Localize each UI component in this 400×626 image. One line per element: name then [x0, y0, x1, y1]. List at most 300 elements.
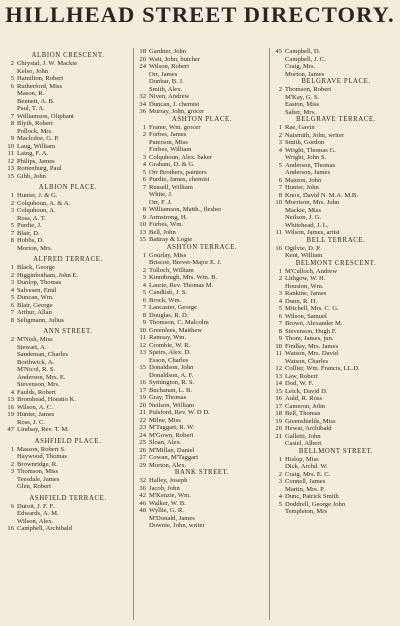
- directory-entry: [136, 63, 268, 71]
- resident-name: Campbell, J. C.: [285, 55, 326, 63]
- house-number: 16: [275, 395, 282, 402]
- resident-name: Douglas, R. D.: [149, 311, 189, 319]
- resident-name: Lancaster, George: [149, 304, 197, 311]
- house-number: 9: [142, 213, 146, 221]
- house-number: 2: [10, 271, 14, 279]
- directory-entry: [4, 83, 132, 91]
- resident-name: Wyllie, G. R.: [149, 507, 184, 514]
- directory-entry: [4, 272, 132, 280]
- resident-name: Orr Brothers, painters: [149, 168, 207, 176]
- house-number: 8: [142, 311, 146, 319]
- resident-name: Hewat, Archibald: [285, 425, 332, 432]
- directory-entry: [272, 501, 400, 509]
- house-number: 1: [10, 445, 14, 453]
- resident-name: Armstrong, H.: [149, 213, 188, 221]
- house-number: 6: [10, 502, 14, 510]
- directory-entry: [4, 200, 132, 208]
- directory-entry: [4, 158, 132, 166]
- resident-name: Castel, Albert: [285, 440, 322, 447]
- house-number: 19: [7, 411, 14, 418]
- house-number: 15: [139, 236, 146, 243]
- resident-name: Whitehead, J. L.: [285, 221, 329, 229]
- directory-entry: [4, 317, 132, 325]
- resident-name: Battray & Logie: [149, 236, 193, 243]
- house-number: 24: [139, 431, 146, 439]
- directory-entry: [136, 500, 268, 508]
- resident-name: Bell, Thomas: [285, 410, 321, 417]
- house-number: 11: [7, 150, 14, 157]
- resident-name: Lithgow, W. H.: [285, 275, 326, 282]
- resident-name: Masson, Robert S.: [17, 445, 66, 453]
- house-number: 4: [142, 161, 146, 168]
- resident-name: Graham, D. & G.: [149, 161, 195, 168]
- street-heading: ASHFIELD PLACE.: [34, 437, 102, 445]
- directory-entry: [272, 365, 400, 373]
- directory-entry: [136, 48, 268, 56]
- resident-name: Hunter, J. & G.: [17, 192, 58, 199]
- resident-name: Black, George: [17, 264, 55, 271]
- directory-entry: [136, 252, 268, 260]
- resident-name: Leick, David D.: [285, 387, 328, 395]
- house-number: 9: [278, 335, 282, 342]
- directory-entry: [136, 462, 268, 470]
- resident-name: Hobbs, D.: [17, 237, 44, 244]
- house-number: 2: [10, 460, 14, 468]
- house-number: 27: [139, 454, 146, 461]
- house-number: 4: [278, 297, 282, 305]
- directory-entry: [136, 101, 268, 109]
- house-number: 7: [278, 184, 282, 191]
- resident-name: Chrystal, J. W. Mackie: [17, 60, 78, 67]
- street-heading: BELGRAVE PLACE.: [301, 78, 371, 85]
- resident-name: Connell, James: [285, 478, 326, 485]
- resident-name: Gray, Thomas: [149, 394, 187, 401]
- street-heading: BELGRAVE TERRACE.: [296, 116, 376, 123]
- directory-column-1: [4, 48, 132, 533]
- house-number: 2: [278, 275, 282, 282]
- resident-name: Williamson, Oliphant: [17, 112, 74, 120]
- resident-name: Donaldson, A. F.: [149, 371, 194, 379]
- house-number: 32: [139, 477, 146, 484]
- directory-entry: [4, 222, 132, 230]
- directory-entry: [272, 199, 400, 207]
- house-number: 12: [275, 365, 282, 372]
- resident-name: Maxton, John: [285, 176, 322, 184]
- resident-name: M'Taggart, R. W.: [149, 424, 195, 431]
- house-number: 6: [142, 296, 146, 304]
- resident-name: Paul, T. A.: [17, 105, 45, 112]
- resident-name: Auld, R. Ross: [285, 395, 323, 402]
- resident-name: Cameron, John: [285, 402, 325, 410]
- resident-name: Laug, William: [17, 142, 56, 150]
- directory-entry: [272, 245, 400, 253]
- resident-name: Laing, F. A.: [17, 150, 49, 157]
- directory-entry: [136, 342, 268, 350]
- resident-name: Salter, Mrs.: [285, 108, 316, 116]
- resident-name: Craig, Mrs. E. C.: [285, 470, 331, 478]
- resident-name: Rottenburg, Paul: [17, 165, 62, 172]
- directory-entry: [272, 478, 400, 486]
- directory-entry: [272, 343, 400, 351]
- house-number: 12: [7, 157, 14, 165]
- directory-entry: [136, 394, 268, 402]
- resident-name: Esson, Charles: [149, 356, 189, 364]
- directory-entry: [272, 320, 400, 328]
- resident-name: Borthwick, A.: [17, 358, 55, 366]
- resident-name: Niven, Andrew: [149, 93, 190, 100]
- resident-name: Wilson, A. C.: [17, 403, 53, 411]
- house-number: 3: [142, 153, 146, 161]
- resident-name: Findlay, Mrs. James: [285, 342, 339, 350]
- resident-name: Philips, James: [17, 157, 55, 165]
- street-heading: ASHTON TERRACE.: [166, 243, 238, 251]
- house-number: 7: [142, 183, 146, 191]
- resident-name: Neilson, J. G.: [285, 214, 322, 221]
- house-number: 20: [139, 55, 146, 63]
- directory-entry: [136, 454, 268, 462]
- directory-entry: [136, 206, 268, 214]
- directory-entry: [136, 282, 268, 290]
- directory-entry: [272, 290, 400, 298]
- resident-name: Forbes, James: [149, 131, 187, 138]
- house-number: 26: [139, 446, 146, 454]
- directory-entry: [4, 294, 132, 302]
- resident-name: Edwards, A. M.: [17, 510, 59, 517]
- directory-entry: [4, 446, 132, 454]
- resident-name: Collier, Wm. Francis, LL.D.: [285, 365, 360, 372]
- house-number: 16: [7, 525, 14, 532]
- house-number: 5: [278, 500, 282, 508]
- house-number: 10: [275, 342, 282, 350]
- directory-column-2: [136, 48, 268, 530]
- house-number: 32: [139, 93, 146, 100]
- house-number: 15: [139, 364, 146, 371]
- resident-name: Dod, W. F.: [285, 380, 314, 387]
- house-number: 21: [275, 432, 282, 440]
- directory-entry: [272, 395, 400, 403]
- house-number: 4: [278, 146, 282, 154]
- house-number: 8: [142, 206, 146, 213]
- directory-entry: [136, 236, 268, 244]
- resident-name: Dutoit, J. F. F.: [17, 502, 55, 510]
- resident-name: Frame, Wm. grocer: [149, 123, 201, 131]
- resident-name: Rankine, James: [285, 290, 327, 297]
- resident-name: M'Nicol, R. S.: [17, 366, 56, 373]
- resident-name: Lindsay, Rev. T. M.: [17, 426, 69, 433]
- house-number: 1: [142, 251, 146, 259]
- house-number: 13: [139, 228, 146, 236]
- directory-entry: [4, 150, 132, 158]
- resident-name: Ross, J. C.: [17, 418, 46, 426]
- resident-name: Templeton, Mrs: [285, 508, 328, 515]
- resident-name: Paterson, Miss: [149, 138, 188, 146]
- house-number: 4: [10, 388, 14, 396]
- house-number: 14: [275, 380, 282, 387]
- house-number: 11: [275, 229, 282, 236]
- resident-name: Watt, John, butcher: [149, 55, 201, 63]
- resident-name: Morton, Alex.: [149, 461, 187, 469]
- column-divider: [269, 48, 270, 620]
- directory-entry: [136, 402, 268, 410]
- resident-name: Seligmann, Julius: [17, 316, 64, 324]
- directory-column-3: [272, 48, 400, 516]
- house-number: 5: [10, 222, 14, 229]
- resident-name: Knox, David N. M.A. M.B.: [285, 191, 358, 199]
- directory-entry: [4, 173, 132, 181]
- directory-entry: [136, 432, 268, 440]
- directory-entry: [4, 302, 132, 310]
- resident-name: Duncan, Wm.: [17, 294, 54, 301]
- resident-name: Wilson, Samuel: [285, 312, 327, 320]
- resident-name: Gourlay, Miss: [149, 251, 187, 259]
- house-number: 13: [275, 372, 282, 380]
- resident-name: Anderson, Thomas: [285, 161, 336, 169]
- resident-name: Hislop, Miss: [285, 455, 319, 463]
- resident-name: Maclcdoe, G. P.: [17, 135, 59, 142]
- directory-entry: [136, 274, 268, 282]
- directory-entry: [272, 388, 400, 396]
- directory-entry: [136, 131, 268, 139]
- directory-entry: [136, 297, 268, 305]
- directory-entry: [136, 312, 268, 320]
- resident-name: Sloan, Alex.: [149, 439, 182, 446]
- directory-entry: [272, 335, 400, 343]
- house-number: 2: [10, 336, 14, 343]
- resident-name: Brown, Alexander M.: [285, 320, 343, 327]
- resident-name: Ross, A. T.: [17, 214, 46, 222]
- resident-name: M'Nish, Miss: [17, 336, 53, 343]
- directory-entry: [136, 161, 268, 169]
- directory-entry: [272, 433, 400, 441]
- resident-name: Orr, James: [149, 70, 178, 78]
- resident-name: Forbes, William: [149, 146, 192, 153]
- directory-entry: [136, 507, 268, 515]
- resident-name: Dunc, Patrick Smith: [285, 493, 339, 500]
- directory-entry: [4, 165, 132, 173]
- house-number: 16: [139, 379, 146, 386]
- resident-name: Dick, Archd. W.: [285, 463, 328, 470]
- directory-entry: [136, 439, 268, 447]
- house-number: 7: [10, 309, 14, 316]
- resident-name: Glen, Robert: [17, 483, 52, 490]
- house-number: 8: [278, 191, 282, 199]
- street-heading: ALBION CRESCENT.: [31, 52, 105, 59]
- resident-name: Faulds, Robert: [17, 388, 56, 396]
- house-number: 2: [278, 131, 282, 139]
- resident-name: Ogilvie, D. P.: [285, 244, 321, 252]
- resident-name: Greenshields, Miss: [285, 417, 336, 425]
- house-number: 18: [139, 48, 146, 55]
- resident-name: Murray, John, grocer: [149, 108, 205, 115]
- directory-entry: [136, 327, 268, 335]
- resident-name: Kinnibrugh, Mrs. Wm. B.: [149, 274, 218, 281]
- resident-name: Law, Robert: [285, 372, 318, 380]
- resident-name: Williamson, Matth., flesher: [149, 206, 222, 213]
- resident-name: Watson, Mrs. David: [285, 350, 338, 357]
- directory-entry: [136, 319, 268, 327]
- resident-name: Campbell, D.: [285, 48, 321, 55]
- resident-name: Briscoe, Brevet-Major E. J.: [149, 259, 222, 266]
- directory-entry: [136, 447, 268, 455]
- directory-entry: [272, 229, 400, 237]
- resident-name: Higginbotham, John E.: [17, 271, 79, 279]
- directory-entry: [4, 309, 132, 317]
- house-number: 4: [278, 493, 282, 500]
- house-number: 7: [10, 112, 14, 120]
- directory-entry: [272, 162, 400, 170]
- street-heading: BELLMONT STREET.: [298, 447, 374, 455]
- resident-name: Mitchell, Mrs. C. G.: [285, 305, 339, 312]
- resident-name: Smith, Gordon: [285, 139, 325, 146]
- directory-entry: [4, 230, 132, 238]
- resident-name: Forbes, Wm.: [149, 221, 184, 228]
- resident-name: Gibb, John: [17, 172, 46, 180]
- directory-entry: [272, 403, 400, 411]
- house-number: 9: [10, 135, 14, 142]
- house-number: 2: [10, 199, 14, 207]
- directory-entry: [4, 135, 132, 143]
- resident-name: M'Kenzie, Wm.: [149, 492, 191, 499]
- house-number: 10: [7, 142, 14, 150]
- resident-name: Colquhoun, A.: [17, 207, 56, 214]
- house-number: 5: [10, 75, 14, 82]
- directory-entry: [136, 304, 268, 312]
- directory-entry: [136, 108, 268, 116]
- resident-name: Blyth, Robert: [17, 120, 53, 127]
- house-number: 17: [275, 402, 282, 410]
- house-number: 24: [139, 63, 146, 70]
- directory-entry: [272, 132, 400, 140]
- house-number: 4: [142, 281, 146, 289]
- directory-entry: [136, 349, 268, 357]
- resident-name: Downie, John, writer: [149, 522, 205, 529]
- resident-name: Pulsford, Rev. W. D D.: [149, 409, 210, 416]
- directory-entry: [272, 350, 400, 358]
- directory-entry: [272, 275, 400, 283]
- directory-entry: [272, 184, 400, 192]
- directory-entry: [272, 177, 400, 185]
- resident-name: Morrison, Mrs. John: [285, 199, 340, 206]
- house-number: 3: [278, 290, 282, 297]
- directory-entry: [136, 56, 268, 64]
- directory-entry: [136, 364, 268, 372]
- street-heading: ASHFIELD TERRACE.: [29, 494, 107, 502]
- house-number: 17: [139, 386, 146, 394]
- directory-entry: [136, 124, 268, 132]
- house-number: 12: [139, 341, 146, 349]
- house-number: 3: [10, 207, 14, 214]
- directory-entry: [136, 229, 268, 237]
- resident-name: M'Kay, G. S.: [285, 93, 320, 101]
- resident-name: Purdie, J.: [17, 222, 42, 229]
- resident-name: Dunn, R. H.: [285, 297, 318, 305]
- directory-entry: [136, 477, 268, 485]
- directory-entry: [136, 267, 268, 275]
- house-number: 13: [139, 349, 146, 356]
- house-number: 8: [278, 327, 282, 335]
- resident-name: Halley, Joseph: [149, 477, 188, 484]
- directory-entry: [272, 268, 400, 276]
- street-heading: ALBION PLACE.: [38, 184, 98, 191]
- resident-name: Salvesen, Emil: [17, 286, 57, 294]
- resident-name: Thomson, Miss: [17, 468, 59, 475]
- directory-entry: [4, 207, 132, 215]
- directory-entry: [4, 426, 132, 434]
- directory-entry: [272, 328, 400, 336]
- resident-name: Wilson, James, artist: [285, 229, 340, 236]
- house-number: 2: [278, 86, 282, 93]
- directory-entry: [4, 468, 132, 476]
- resident-name: Crombie, W. R.: [149, 341, 191, 349]
- house-number: 4: [10, 286, 14, 294]
- directory-entry: [4, 525, 132, 533]
- house-number: 19: [139, 394, 146, 401]
- resident-name: Hunter, John: [285, 184, 319, 191]
- house-number: 8: [10, 316, 14, 324]
- resident-name: Blair, D.: [17, 229, 40, 237]
- directory-entry: [4, 192, 132, 200]
- resident-name: Thom, James, jun.: [285, 335, 334, 342]
- resident-name: Laurie, Rev. Thomas M.: [149, 281, 214, 289]
- house-number: 42: [139, 492, 146, 499]
- page-title: HILLHEAD STREET DIRECTORY.: [5, 2, 395, 27]
- house-number: 5: [278, 161, 282, 169]
- resident-name: Dunbar, B. J.: [149, 78, 184, 85]
- house-number: 7: [10, 229, 14, 237]
- directory-entry: [272, 313, 400, 321]
- resident-name: Wright, John S.: [285, 154, 327, 161]
- street-heading: ANN STREET.: [43, 328, 93, 335]
- resident-name: Speirs, Alex. D.: [149, 349, 191, 356]
- resident-name: Orr, F. J.: [149, 198, 172, 206]
- house-number: 1: [142, 123, 146, 131]
- street-heading: ASHTON PLACE.: [171, 115, 233, 123]
- street-heading: BELL TERRACE.: [306, 236, 366, 244]
- directory-entry: [272, 471, 400, 479]
- house-number: 48: [139, 507, 146, 514]
- house-number: 16: [7, 403, 14, 411]
- directory-entry: [4, 60, 132, 68]
- house-number: 8: [10, 237, 14, 244]
- house-number: 3: [10, 279, 14, 286]
- resident-name: Duncan, J. chemist: [149, 100, 200, 108]
- directory-entry: [136, 492, 268, 500]
- resident-name: Thomson, C. Malcolm: [149, 319, 209, 326]
- directory-entry: [4, 75, 132, 83]
- house-number: 46: [139, 499, 146, 507]
- directory-entry: [4, 120, 132, 128]
- house-number: 3: [10, 468, 14, 475]
- resident-name: Brownridge, R.: [17, 460, 58, 468]
- street-heading: BELMONT CRESCENT.: [295, 259, 377, 267]
- house-number: 8: [10, 120, 14, 127]
- house-number: 16: [275, 244, 282, 252]
- directory-entry: [4, 237, 132, 245]
- house-number: 13: [7, 396, 14, 403]
- resident-name: Naismith, John, writer: [285, 131, 344, 139]
- directory-entry: [136, 176, 268, 184]
- resident-name: Easton, Miss: [285, 101, 320, 108]
- resident-name: Ramsay, Wm.: [149, 334, 186, 341]
- house-number: 1: [278, 267, 282, 275]
- street-heading: ALFRED TERRACE.: [33, 256, 103, 263]
- resident-name: Haywood, Thomas: [17, 453, 68, 460]
- house-number: 29: [139, 461, 146, 469]
- resident-name: Wilson, Alex.: [17, 517, 54, 525]
- house-number: 7: [142, 304, 146, 311]
- directory-entry: [272, 456, 400, 464]
- directory-entry: [136, 93, 268, 101]
